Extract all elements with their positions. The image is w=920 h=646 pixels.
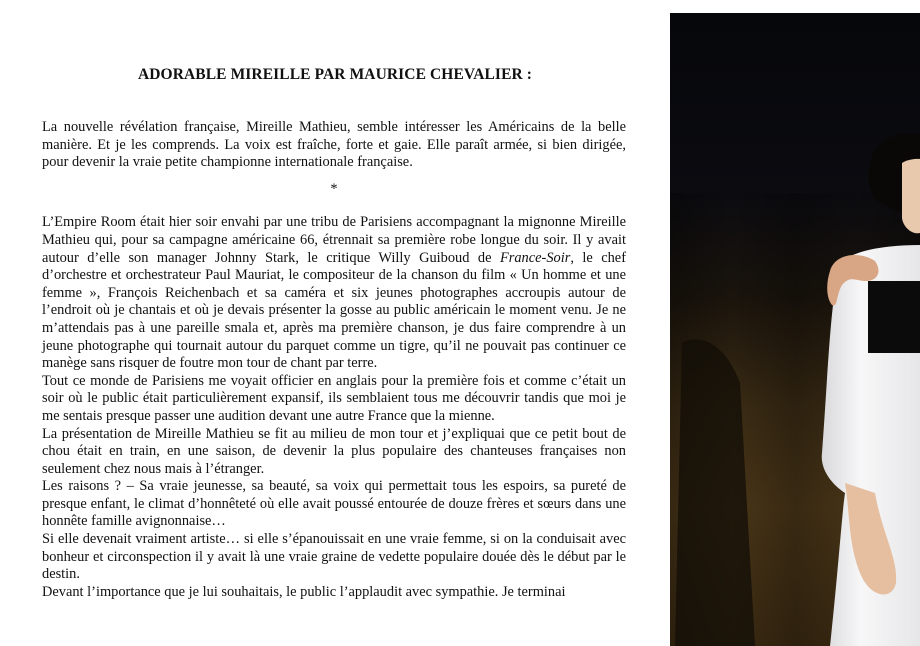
paragraph-2: Tout ce monde de Parisiens me voyait officier en anglais pour la première fois et comme c’était un soir où le public était particulièrement expansif, ils semblaient tous me découvrir tandis que moi je me sentais presque passer une audition devant une autre France que la mienne.: [42, 372, 626, 424]
paragraph-1-part-2: , le chef d’orchestre et orchestrateur Paul Mauriat, le compositeur de la chanson du film « Un homme et une femme », François Reichenbach et sa caméra et six jeunes photographes accroupis autour de l’endroit où je chantais et où je devais présenter la gosse au public américain le moment venu. Je ne m’attendais pas à une pareille smala et, après ma première chanson, je dus faire comprendre à un jeune photographe qui tournait autour du parquet comme un tigre, qu’il ne pouvait pas continuer ce manège sans risquer de foutre mon tour de chant par terre.: [42, 249, 626, 372]
paragraph-4: Les raisons ? – Sa vraie jeunesse, sa beauté, sa voix qui permettait tous les espoirs, sa pureté de presque enfant, le climat d’honnêteté où elle avait poussé entourée de douze frères et sœurs dans une honnête famille avignonnaise…: [42, 478, 626, 530]
article-body: [42, 119, 626, 601]
singer-face: [902, 159, 920, 233]
article-title: ADORABLE MIREILLE PAR MAURICE CHEVALIER :: [137, 66, 533, 83]
singer-photo-illustration: [670, 13, 920, 646]
intro-paragraph: La nouvelle révélation française, Mireille Mathieu, semble intéresser les Américains de la belle manière. Et je les comprends. La voix est fraîche, forte et gaie. Elle paraît armée, si bien dirigée, pour devenir la vraie petite championne internationale française.: [42, 119, 626, 171]
paragraph-1: [42, 214, 626, 372]
dress-black-band: [868, 281, 920, 353]
stage-photo: [670, 13, 920, 646]
paragraph-5: Si elle devenait vraiment artiste… si elle s’épanouissait en une vraie femme, si on la conduisait avec bonheur et circonspection il y avait là une vraie graine de vedette populaire douée dès le début par le destin.: [42, 531, 626, 583]
paragraph-1-part-1: L’Empire Room était hier soir envahi par une tribu de Parisiens accompagnant la mignonne Mireille Mathieu qui, pour sa campagne américaine 66, étrennait sa première robe longue du soir. Il y avait autour d’elle son manager Johnny Stark, le critique Willy Guiboud de: [42, 214, 626, 266]
paragraph-3: La présentation de Mireille Mathieu se fit au milieu de mon tour et j’expliquai que ce petit bout de chou était en train, en une saison, de devenir la plus populaire des chanteuses françaises non seulement chez nous mais à l’étranger.: [42, 425, 626, 477]
paragraph-6: Devant l’importance que je lui souhaitais, le public l’applaudit avec sympathie. Je terminai: [42, 583, 566, 600]
newspaper-name: France-Soir: [499, 249, 571, 266]
section-separator: *: [330, 180, 338, 197]
